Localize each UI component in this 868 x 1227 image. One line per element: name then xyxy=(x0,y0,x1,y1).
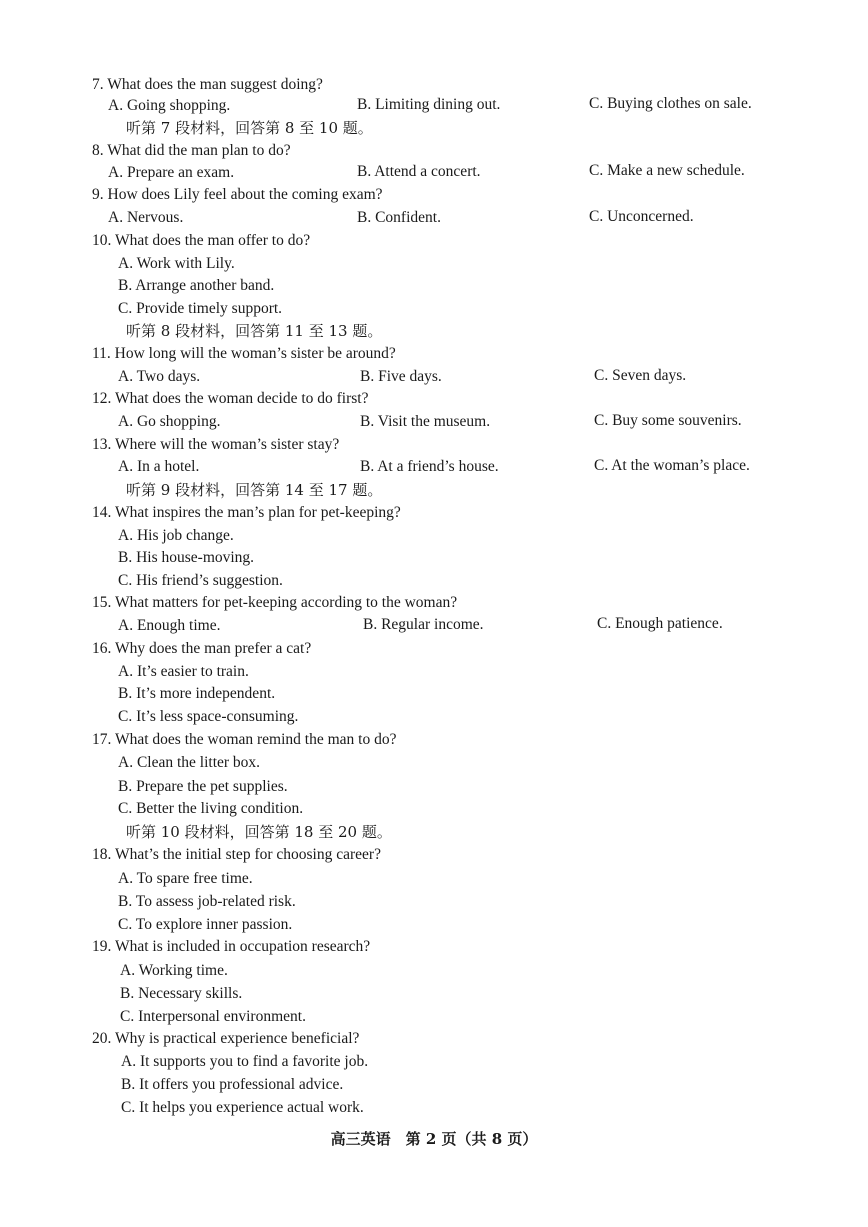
question-18-stem: 18. What’s the initial step for choosing career? xyxy=(92,846,381,863)
question-9-option-b: B. Confident. xyxy=(357,209,441,226)
question-13-option-a: A. In a hotel. xyxy=(118,458,200,475)
question-17-option-c: C. Better the living condition. xyxy=(118,800,304,817)
question-7-option-a: A. Going shopping. xyxy=(108,97,231,114)
question-10-option-c: C. Provide timely support. xyxy=(118,300,283,317)
question-10-stem: 10. What does the man offer to do? xyxy=(92,232,311,249)
question-13-option-b: B. At a friend’s house. xyxy=(360,458,499,475)
section-10-instruction: 听第 10 段材料，回答第 18 至 20 题。 xyxy=(126,823,392,841)
question-17-stem: 17. What does the woman remind the man to do? xyxy=(92,731,397,748)
question-11-option-a: A. Two days. xyxy=(118,368,201,385)
question-8-option-c: C. Make a new schedule. xyxy=(589,162,745,179)
question-15-option-a: A. Enough time. xyxy=(118,617,221,634)
question-11-option-c: C. Seven days. xyxy=(594,367,687,384)
question-10-option-a: A. Work with Lily. xyxy=(118,255,235,272)
question-11-stem: 11. How long will the woman’s sister be around? xyxy=(92,345,396,362)
question-12-option-b: B. Visit the museum. xyxy=(360,413,491,430)
page-footer: 高三英语 第 2 页（共 8 页） xyxy=(330,1130,538,1148)
question-19-option-a: A. Working time. xyxy=(120,962,228,979)
question-14-stem: 14. What inspires the man’s plan for pet-keeping? xyxy=(92,504,401,521)
question-14-option-c: C. His friend’s suggestion. xyxy=(118,572,283,589)
question-13-option-c: C. At the woman’s place. xyxy=(594,457,750,474)
question-9-stem: 9. How does Lily feel about the coming exam? xyxy=(92,186,383,203)
question-15-option-b: B. Regular income. xyxy=(363,616,484,633)
question-17-option-b: B. Prepare the pet supplies. xyxy=(118,778,288,795)
question-15-option-c: C. Enough patience. xyxy=(597,615,723,632)
section-9-instruction: 听第 9 段材料，回答第 14 至 17 题。 xyxy=(126,481,383,499)
section-8-instruction: 听第 8 段材料，回答第 11 至 13 题。 xyxy=(126,322,383,340)
question-12-option-a: A. Go shopping. xyxy=(118,413,221,430)
question-9-option-a: A. Nervous. xyxy=(108,209,184,226)
question-8-stem: 8. What did the man plan to do? xyxy=(92,142,291,159)
question-18-option-b: B. To assess job-related risk. xyxy=(118,893,296,910)
question-16-option-b: B. It’s more independent. xyxy=(118,685,276,702)
question-14-option-b: B. His house-moving. xyxy=(118,549,255,566)
question-20-option-c: C. It helps you experience actual work. xyxy=(121,1099,364,1116)
question-7-option-c: C. Buying clothes on sale. xyxy=(589,95,752,112)
question-9-option-c: C. Unconcerned. xyxy=(589,208,694,225)
question-19-option-b: B. Necessary skills. xyxy=(120,985,243,1002)
question-20-stem: 20. Why is practical experience beneficial? xyxy=(92,1030,360,1047)
question-18-option-a: A. To spare free time. xyxy=(118,870,253,887)
question-7-option-b: B. Limiting dining out. xyxy=(357,96,501,113)
question-20-option-b: B. It offers you professional advice. xyxy=(121,1076,344,1093)
question-19-option-c: C. Interpersonal environment. xyxy=(120,1008,306,1025)
question-7-stem: 7. What does the man suggest doing? xyxy=(92,76,323,93)
question-13-stem: 13. Where will the woman’s sister stay? xyxy=(92,436,340,453)
question-16-option-c: C. It’s less space-consuming. xyxy=(118,708,299,725)
question-8-option-b: B. Attend a concert. xyxy=(357,163,481,180)
question-17-option-a: A. Clean the litter box. xyxy=(118,754,261,771)
section-7-instruction: 听第 7 段材料，回答第 8 至 10 题。 xyxy=(126,119,373,137)
question-20-option-a: A. It supports you to find a favorite job. xyxy=(121,1053,369,1070)
question-19-stem: 19. What is included in occupation research? xyxy=(92,938,371,955)
question-12-stem: 12. What does the woman decide to do first? xyxy=(92,390,369,407)
question-12-option-c: C. Buy some souvenirs. xyxy=(594,412,742,429)
question-16-option-a: A. It’s easier to train. xyxy=(118,663,249,680)
question-15-stem: 15. What matters for pet-keeping according to the woman? xyxy=(92,594,458,611)
question-8-option-a: A. Prepare an exam. xyxy=(108,164,235,181)
question-10-option-b: B. Arrange another band. xyxy=(118,277,275,294)
question-16-stem: 16. Why does the man prefer a cat? xyxy=(92,640,312,657)
question-11-option-b: B. Five days. xyxy=(360,368,442,385)
question-14-option-a: A. His job change. xyxy=(118,527,234,544)
question-18-option-c: C. To explore inner passion. xyxy=(118,916,293,933)
